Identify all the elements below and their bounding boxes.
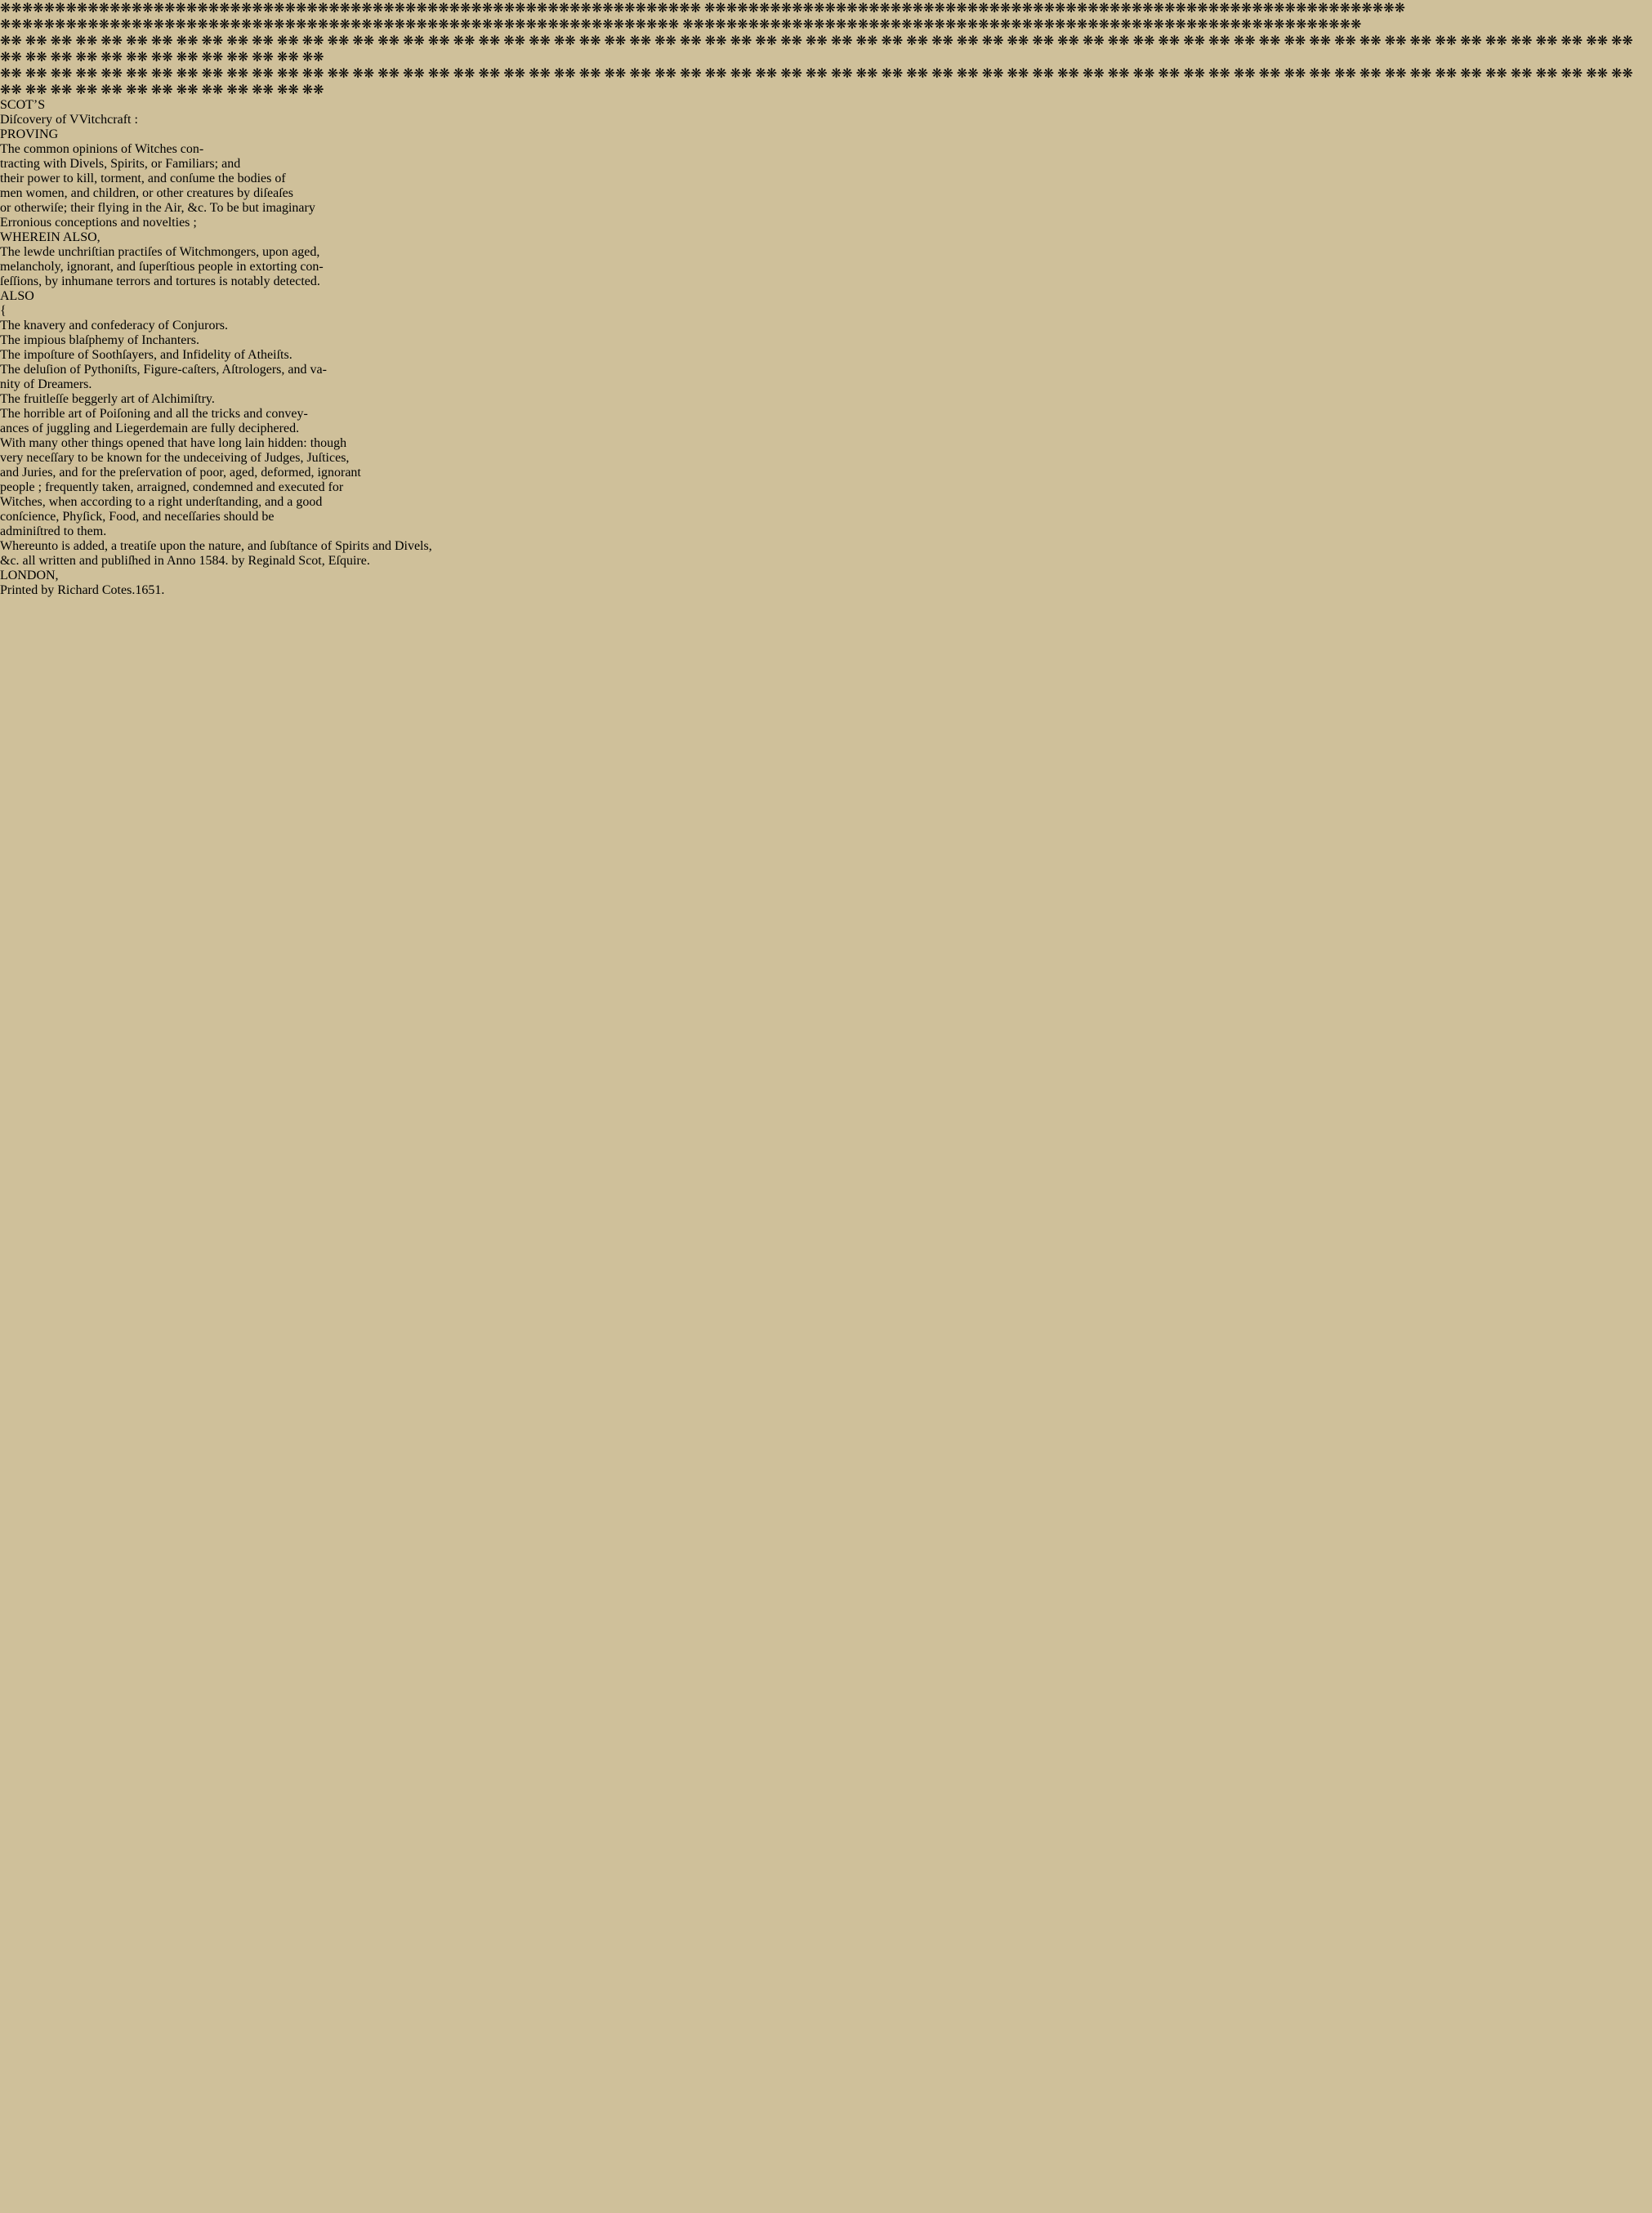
wherein-also-heading: WHEREIN ALSO, — [0, 230, 100, 244]
imprint-line-1: Whereunto is added, a treatiſe upon the nature, and ſubſtance of Spirits and Divels, — [0, 539, 432, 553]
wherein-line-1: The lewde unchriſtian practiſes of Witchmongers, upon aged, — [0, 245, 320, 259]
wherein-line-2: melancholy, ignorant, and ſuperſtious people in extorting con- — [0, 260, 324, 274]
closing-line-1: With many other things opened that have long lain hidden: though — [0, 436, 347, 450]
imprint-anno-italic: Anno — [166, 554, 196, 568]
also-brace-ornament: { — [0, 304, 7, 318]
also-list — [0, 319, 1652, 436]
book-title-main-text: SCOT’S — [0, 98, 46, 112]
fleuron-border-left: ❋❋ ❋❋ ❋❋ ❋❋ ❋❋ ❋❋ ❋❋ ❋❋ ❋❋ ❋❋ ❋❋ ❋❋ ❋❋ ❋❋ ❋❋ ❋❋ ❋❋ ❋❋ ❋❋ ❋❋ ❋❋ ❋❋ ❋❋ ❋❋ ❋❋ ❋❋ ❋❋ ❋❋ ❋❋ ❋❋ ❋❋ ❋❋ ❋❋ ❋❋ ❋❋ ❋❋ ❋❋ ❋❋ ❋❋ ❋❋ ❋❋ ❋❋ ❋❋ ❋❋ ❋❋ ❋❋ ❋❋ ❋❋ ❋❋ ❋❋ ❋❋ ❋❋ ❋❋ ❋❋ ❋❋ ❋❋ ❋❋ ❋❋ ❋❋ ❋❋ ❋❋ ❋❋ ❋❋ ❋❋ ❋❋ ❋❋ ❋❋ ❋❋ ❋❋ ❋❋ ❋❋ ❋❋ ❋❋ ❋❋ ❋❋ ❋❋ ❋❋ ❋❋ — [0, 34, 1633, 65]
closing-line-6: conſcience, Phyſick, Food, and neceſſaries should be — [0, 510, 275, 524]
argument-heading-line-1: The common opinions of Witches con- — [0, 142, 204, 156]
fleuron-border-bottom: ❋❋❋❋❋❋❋❋❋❋❋❋❋❋❋❋❋❋❋❋❋❋❋❋❋❋❋❋❋❋❋❋❋❋❋❋❋❋❋❋❋❋❋❋❋❋❋❋❋❋❋❋❋❋❋❋❋❋❋❋❋❋ ❋❋❋❋❋❋❋❋❋❋❋❋❋❋❋❋❋❋❋❋❋❋❋❋❋❋❋❋❋❋❋❋❋❋❋❋❋❋❋❋❋❋❋❋❋❋❋❋❋❋❋❋❋❋❋❋❋❋❋❋❋❋ — [0, 18, 1362, 32]
also-item: The impious blaſphemy of Inchanters. — [0, 333, 199, 347]
argument-body-line-4: Erronious conceptions and novelties ; — [0, 216, 197, 230]
also-item: The horrible art of Poiſoning and all the tricks and convey- ances of juggling and Liegerdemain are fully deciphered. — [0, 407, 308, 435]
also-item: The knavery and confederacy of Conjurors. — [0, 319, 228, 332]
closing-line-5: Witches, when according to a right underſtanding, and a good — [0, 495, 323, 509]
closing-line-3: and Juries, and for the preſervation of poor, aged, deformed, ignorant — [0, 466, 361, 480]
also-item: The fruitleſſe beggerly art of Alchimiſtry. — [0, 392, 215, 406]
closing-line-2: very neceſſary to be known for the undeceiving of Judges, Juſtices, — [0, 451, 350, 465]
argument-body-line-1: their power to kill, torment, and conſume the bodies of — [0, 172, 286, 185]
also-label: ALSO — [0, 289, 34, 303]
argument-heading-line-2: tracting with Divels, Spirits, or Familiars; and — [0, 157, 241, 171]
closing-line-4: people ; frequently taken, arraigned, condemned and executed for — [0, 480, 344, 494]
argument-body-line-2: men women, and children, or other creatures by diſeaſes — [0, 186, 293, 200]
proving-kicker: PROVING — [0, 127, 59, 141]
imprint-line-2: &c. all written and publiſhed in Anno 1584. by Reginald Scot, Eſquire. — [0, 554, 370, 568]
imprint-author-italic: Reginald Scot — [248, 554, 322, 568]
also-item: The impoſture of Soothſayers, and Infidelity of Atheiſts. — [0, 348, 292, 362]
colophon-city: LONDON, — [0, 569, 59, 582]
title-page-content — [0, 98, 1652, 598]
fleuron-border-right: ❋❋ ❋❋ ❋❋ ❋❋ ❋❋ ❋❋ ❋❋ ❋❋ ❋❋ ❋❋ ❋❋ ❋❋ ❋❋ ❋❋ ❋❋ ❋❋ ❋❋ ❋❋ ❋❋ ❋❋ ❋❋ ❋❋ ❋❋ ❋❋ ❋❋ ❋❋ ❋❋ ❋❋ ❋❋ ❋❋ ❋❋ ❋❋ ❋❋ ❋❋ ❋❋ ❋❋ ❋❋ ❋❋ ❋❋ ❋❋ ❋❋ ❋❋ ❋❋ ❋❋ ❋❋ ❋❋ ❋❋ ❋❋ ❋❋ ❋❋ ❋❋ ❋❋ ❋❋ ❋❋ ❋❋ ❋❋ ❋❋ ❋❋ ❋❋ ❋❋ ❋❋ ❋❋ ❋❋ ❋❋ ❋❋ ❋❋ ❋❋ ❋❋ ❋❋ ❋❋ ❋❋ ❋❋ ❋❋ ❋❋ ❋❋ ❋❋ ❋❋ ❋❋ — [0, 67, 1633, 97]
book-title-sub: Diſcovery of VVitchcraft : — [0, 113, 138, 127]
colophon-printer-line: Printed by Richard Cotes.1651. — [0, 583, 165, 597]
also-list-block — [0, 289, 1652, 436]
publication-year: 1651. — [135, 583, 165, 597]
also-item: The deluſion of Pythoniſts, Figure-caſters, Aſtrologers, and va- nity of Dreamers. — [0, 363, 327, 391]
book-title-main — [0, 98, 1652, 113]
printer-name-italic: Richard Cotes. — [57, 583, 136, 597]
argument-body-line-3: or otherwiſe; their flying in the Air, &c. To be but imaginary — [0, 201, 315, 215]
closing-line-7: adminiſtred to them. — [0, 524, 107, 538]
wherein-line-3: ſeſſions, by inhumane terrors and tortures is notably detected. — [0, 274, 320, 288]
fleuron-border-top: ❋❋❋❋❋❋❋❋❋❋❋❋❋❋❋❋❋❋❋❋❋❋❋❋❋❋❋❋❋❋❋❋❋❋❋❋❋❋❋❋❋❋❋❋❋❋❋❋❋❋❋❋❋❋❋❋❋❋❋❋❋❋❋❋ ❋❋❋❋❋❋❋❋❋❋❋❋❋❋❋❋❋❋❋❋❋❋❋❋❋❋❋❋❋❋❋❋❋❋❋❋❋❋❋❋❋❋❋❋❋❋❋❋❋❋❋❋❋❋❋❋❋❋❋❋❋❋❋❋ — [0, 2, 1405, 16]
